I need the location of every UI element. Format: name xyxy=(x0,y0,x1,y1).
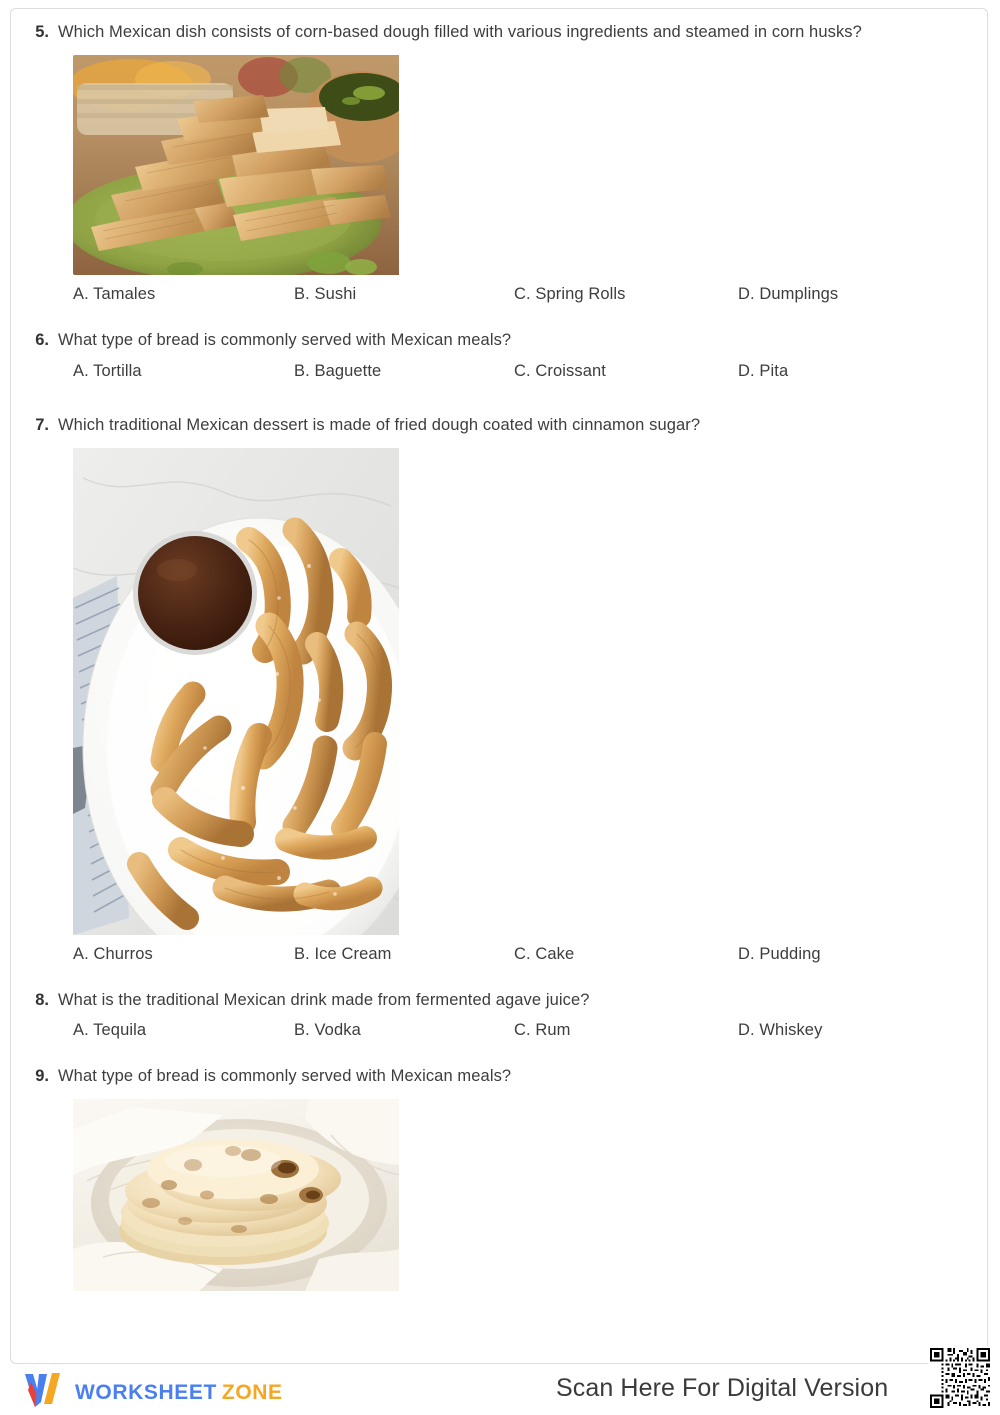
spacer xyxy=(31,975,969,989)
option-d[interactable]: D. Pudding xyxy=(738,944,821,963)
option-a[interactable]: A. Tortilla xyxy=(73,361,142,380)
tamales-photo xyxy=(73,55,969,275)
options-row-8 xyxy=(73,1021,969,1051)
question-line xyxy=(31,414,969,436)
question-block-9 xyxy=(31,1065,969,1291)
worksheet-content xyxy=(31,21,969,1291)
question-block-6 xyxy=(31,329,969,391)
churros-photo xyxy=(73,448,969,935)
worksheet-zone-logo-icon xyxy=(22,1370,64,1415)
options-row-6 xyxy=(73,362,969,392)
question-block-7 xyxy=(31,414,969,975)
options-row-7 xyxy=(73,945,969,975)
option-b[interactable]: B. Vodka xyxy=(294,1021,361,1040)
question-number: 9. xyxy=(35,1067,49,1086)
question-line xyxy=(31,989,969,1011)
question-number: 7. xyxy=(35,415,49,434)
scan-instruction-text: Scan Here For Digital Version xyxy=(556,1374,889,1402)
option-c[interactable]: C. Spring Rolls xyxy=(514,285,626,304)
option-c[interactable]: C. Cake xyxy=(514,944,575,963)
qr-code-icon[interactable] xyxy=(928,1346,992,1410)
question-line xyxy=(31,329,969,351)
question-text: Which traditional Mexican dessert is made of fried dough coated with cinnamon sugar? xyxy=(58,415,701,434)
question-line xyxy=(31,21,969,43)
question-text: What is the traditional Mexican drink made from fermented agave juice? xyxy=(58,990,590,1009)
logo-text-worksheet: WORKSHEET xyxy=(75,1380,217,1404)
logo-text-zone: ZONE xyxy=(221,1380,283,1404)
question-text: Which Mexican dish consists of corn-based dough filled with various ingredients and steamed in corn husks? xyxy=(58,23,862,41)
question-number: 5. xyxy=(35,23,49,41)
question-number: 8. xyxy=(35,990,49,1009)
option-c[interactable]: C. Croissant xyxy=(514,361,606,380)
worksheet-page xyxy=(10,8,988,1364)
spacer xyxy=(31,392,969,414)
option-d[interactable]: D. Dumplings xyxy=(738,285,839,304)
logo-wordmark xyxy=(75,1381,283,1405)
option-d[interactable]: D. Pita xyxy=(738,361,789,380)
question-block-8 xyxy=(31,989,969,1051)
tortillas-photo xyxy=(73,1099,969,1291)
option-b[interactable]: B. Sushi xyxy=(294,285,357,304)
option-b[interactable]: B. Ice Cream xyxy=(294,944,392,963)
question-number: 6. xyxy=(35,331,49,350)
page-footer xyxy=(0,1368,1000,1414)
option-c[interactable]: C. Rum xyxy=(514,1021,571,1040)
option-a[interactable]: A. Churros xyxy=(73,944,153,963)
option-a[interactable]: A. Tamales xyxy=(73,285,156,304)
worksheet-zone-logo[interactable] xyxy=(22,1370,283,1415)
question-text: What type of bread is commonly served with Mexican meals? xyxy=(58,1067,512,1086)
question-text: What type of bread is commonly served with Mexican meals? xyxy=(58,331,512,350)
option-a[interactable]: A. Tequila xyxy=(73,1021,147,1040)
options-row-5 xyxy=(73,285,969,315)
question-block-5 xyxy=(31,21,969,315)
spacer xyxy=(31,1051,969,1065)
option-b[interactable]: B. Baguette xyxy=(294,361,382,380)
question-line xyxy=(31,1065,969,1087)
spacer xyxy=(31,315,969,329)
option-d[interactable]: D. Whiskey xyxy=(738,1021,823,1040)
